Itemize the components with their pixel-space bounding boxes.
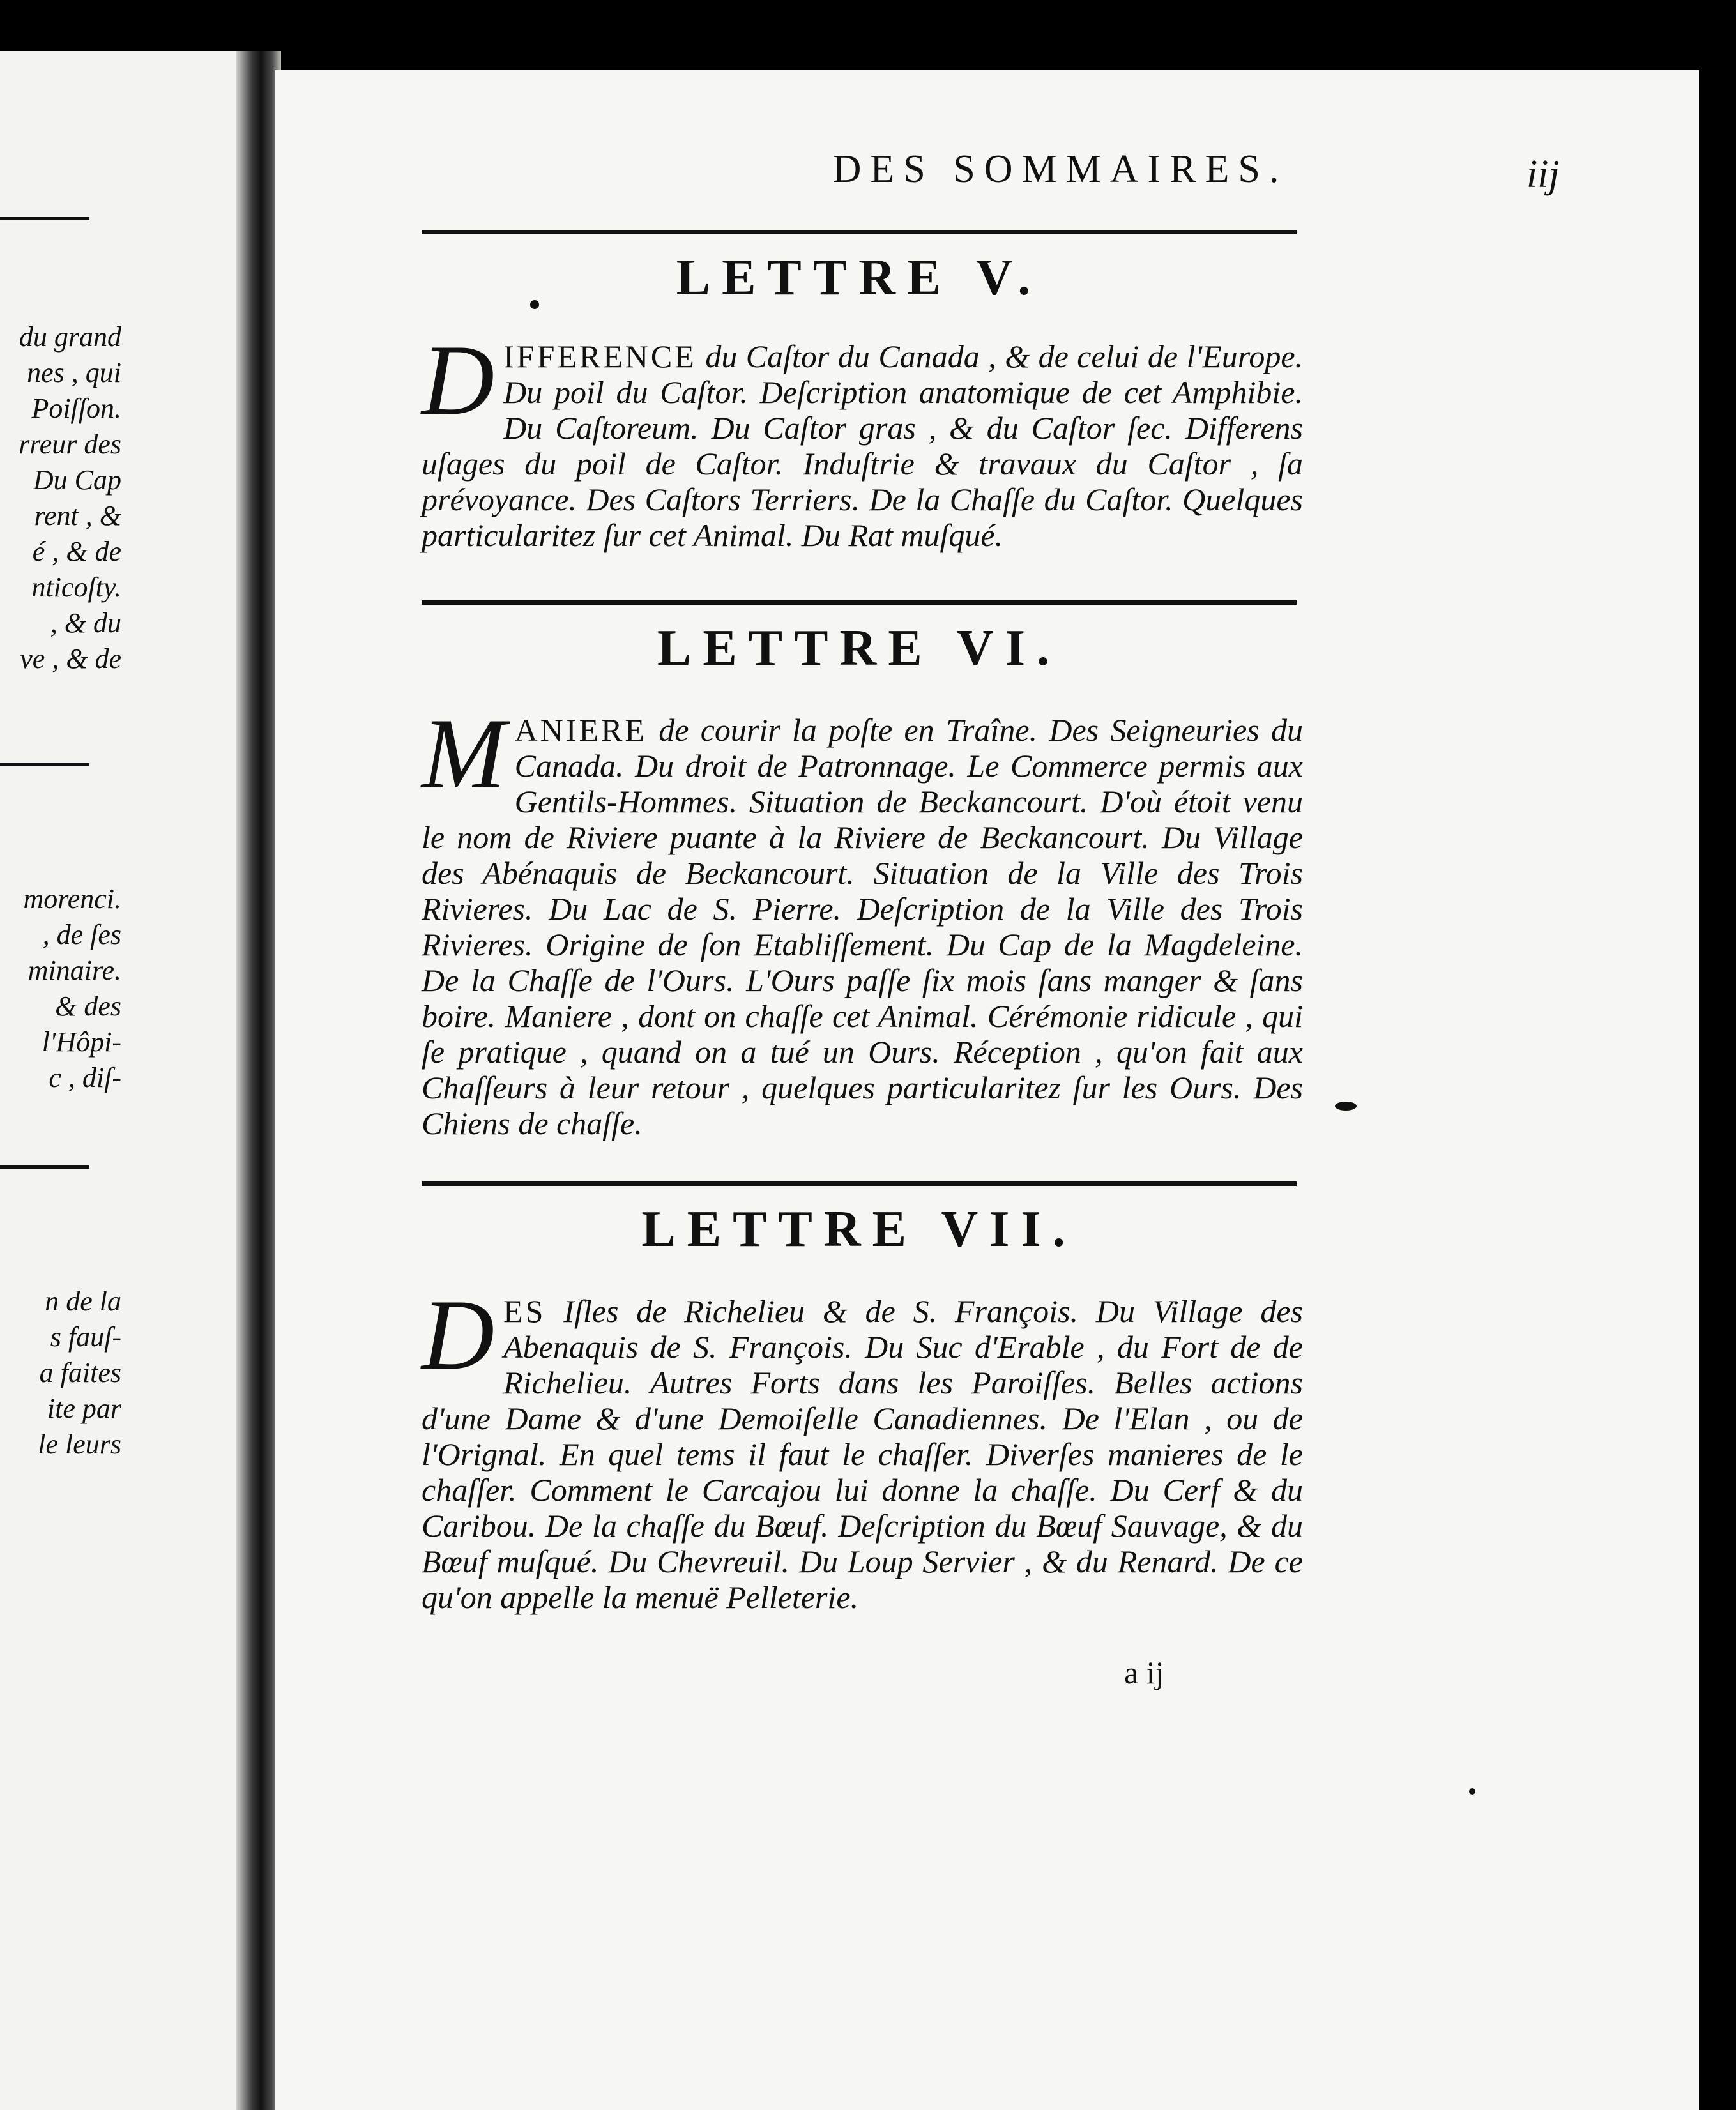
previous-page-rule [0, 1165, 89, 1169]
previous-page-fragment [0, 51, 255, 2110]
lead-word: IFFERENCE [503, 338, 697, 374]
fragment-line: Poiſſon. [31, 393, 121, 424]
page-number: iij [1527, 153, 1560, 196]
section-rule [422, 230, 1297, 234]
fragment-line: l'Hôpi- [42, 1026, 121, 1058]
fragment-line: le leurs [38, 1429, 121, 1460]
letter-5-title: LETTRE V. [676, 250, 1042, 306]
running-head: DES SOMMAIRES. [832, 148, 1288, 191]
signature-mark: a ij [1124, 1655, 1164, 1690]
previous-page-rule [0, 763, 89, 766]
drop-cap: D [422, 324, 495, 436]
lead-word: ES [503, 1293, 546, 1329]
drop-cap: D [422, 1279, 495, 1391]
ink-speck [530, 300, 539, 309]
letter-7-summary [422, 1279, 1304, 1615]
summary-text: de courir la poſte en Traîne. Des Seigneuries du Canada. Du droit de Patronnage. Le Commerce permis aux Gentils-Hommes. Situation de Beckancourt. D'où étoit venu le nom de Riviere puante à la Riviere de Beckancourt. Du Village des Abénaquis de Beckancourt. Situation de la Ville des Trois Rivieres. Du Lac de S. Pierre. Deſcription de la Ville des Trois Rivieres. Origine de ſon Etabliſſement. Du Cap de la Magdeleine. De la Chaſſe de l'Ours. L'Ours paſſe ſix mois ſans manger & ſans boire. Maniere , dont on chaſſe cet Animal. Cérémonie ridicule , qui ſe pratique , quand on a tué un Ours. Réception , qu'on fait aux Chaſſeurs à leur retour , quelques particularitez ſur les Ours. Des Chiens de chaſſe. [422, 712, 1303, 1141]
fragment-line: a faites [39, 1357, 121, 1388]
letter-6-title: LETTRE VI. [657, 620, 1062, 676]
fragment-line: minaire. [27, 955, 121, 986]
main-page [275, 70, 1736, 2110]
fragment-line: é , & de [32, 536, 121, 567]
letter-5-summary [422, 324, 1304, 553]
fragment-line: c , diſ- [49, 1062, 121, 1093]
fragment-line: Du Cap [33, 464, 121, 496]
letter-6-summary [422, 698, 1303, 1141]
fragment-line: du grand [19, 321, 121, 353]
fragment-line: ve , & de [20, 643, 121, 674]
fragment-line: , de ſes [42, 919, 121, 950]
scan-border [1699, 0, 1736, 2110]
lead-word: ANIERE [514, 712, 647, 748]
fragment-line: nticoſty. [31, 572, 121, 603]
fragment-line: , & du [50, 607, 121, 639]
fragment-line: s fauſ- [50, 1321, 121, 1353]
fragment-line: ite par [47, 1393, 121, 1424]
fragment-line: nes , qui [27, 357, 121, 388]
ink-speck [1469, 1788, 1475, 1795]
fragment-line: morenci. [23, 883, 121, 915]
fragment-line: n de la [45, 1286, 121, 1317]
fragment-line: rent , & [34, 500, 121, 531]
fragment-line: & des [55, 990, 121, 1022]
summary-text: du Caſtor du Canada , & de celui de l'Europe. Du poil du Caſtor. Deſcription anatomique de cet Amphibie. Du Caſtoreum. Du Caſtor gras , & du Caſtor ſec. Differens uſages du poil de Caſtor. Induſtrie & travaux du Caſtor , ſa prévoyance. Des Caſtors Terriers. De la Chaſſe du Caſtor. Quelques particularitez ſur cet Animal. Du Rat muſqué. [422, 338, 1304, 553]
ink-speck [1335, 1102, 1357, 1111]
fragment-line: rreur des [19, 429, 121, 460]
section-rule [422, 600, 1297, 605]
letter-7-title: LETTRE VII. [641, 1201, 1077, 1257]
summary-text: Iſles de Richelieu & de S. François. Du Village des Abenaquis de S. François. Du Suc d'Erable , du Fort de de Richelieu. Autres Forts dans les Paroiſſes. Belles actions d'une Dame & d'une Demoiſelle Canadiennes. De l'Elan , ou de l'Orignal. En quel tems il faut le chaſſer. Diverſes manieres de le chaſſer. Comment le Carcajou lui donne la chaſſe. Du Cerf & du Caribou. De la chaſſe du Bœuf. Deſcription du Bœuf Sauvage, & du Bœuf muſqué. Du Chevreuil. Du Loup Servier , & du Renard. De ce qu'on appelle la menuë Pelleterie. [422, 1293, 1304, 1615]
previous-page-rule [0, 217, 89, 220]
section-rule [422, 1181, 1297, 1186]
drop-cap: M [422, 698, 506, 810]
